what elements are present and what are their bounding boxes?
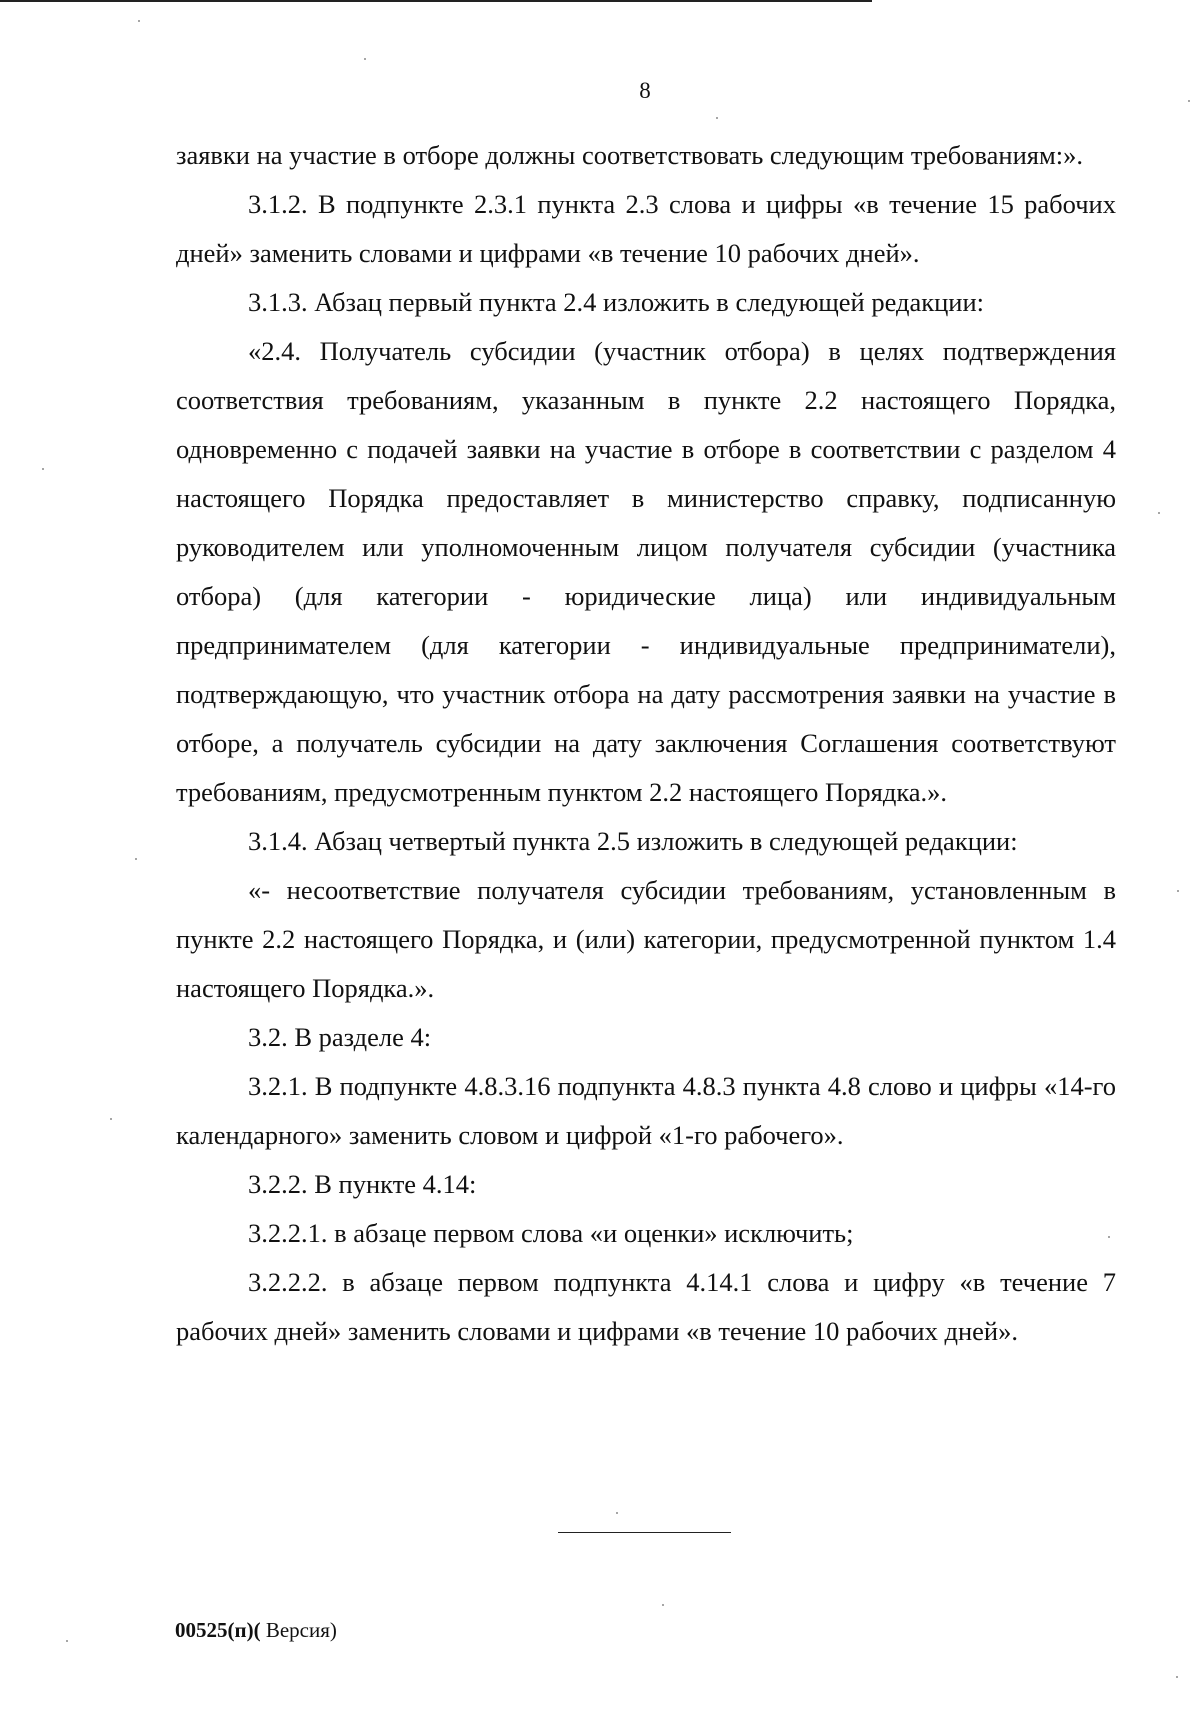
- scan-speck: [135, 858, 137, 860]
- scan-speck: [1177, 890, 1179, 892]
- paragraph: 3.1.2. В подпункте 2.3.1 пункта 2.3 слова и цифры «в течение 15 рабочих дней» заменить словами и цифрами «в течение 10 рабочих дней».: [176, 189, 1116, 268]
- paragraph: 3.1.4. Абзац четвертый пункта 2.5 изложить в следующей редакции:: [248, 826, 1018, 856]
- separator-line: [558, 1532, 731, 1533]
- scan-speck: [1108, 1236, 1110, 1238]
- paragraph: 3.2.1. В подпункте 4.8.3.16 подпункта 4.8.3 пункта 4.8 слово и цифры «14-го календарного» заменить словом и цифрой «1-го рабочего».: [176, 1071, 1116, 1150]
- document-body: [176, 131, 1116, 1356]
- scan-speck: [662, 1604, 664, 1606]
- scan-speck: [66, 1640, 68, 1642]
- scan-speck: [616, 1512, 618, 1514]
- scan-speck: [110, 1118, 112, 1120]
- paragraph: 3.1.3. Абзац первый пункта 2.4 изложить в следующей редакции:: [248, 287, 985, 317]
- paragraph: «2.4. Получатель субсидии (участник отбора) в целях подтверждения соответствия требованиям, указанным в пункте 2.2 настоящего Порядка, одновременно с подачей заявки на участие в отборе в соответствии с разделом 4 настоящего Порядка предоставляет в министерство справку, подписанную руководителем или уполномоченным лицом получателя субсидии (участника отбора) (для категории - юридические лица) или индивидуальным предпринимателем (для категории - индивидуальные предприниматели), подтверждающую, что участник отбора на дату рассмотрения заявки на участие в отборе, а получатель субсидии на дату заключения Соглашения соответствуют требованиям, предусмотренным пунктом 2.2 настоящего Порядка.».: [176, 336, 1116, 807]
- document-code: 00525(п)(: [175, 1618, 261, 1642]
- paragraph: 3.2.2.2. в абзаце первом подпункта 4.14.1 слова и цифру «в течение 7 рабочих дней» заменить словами и цифрами «в течение 10 рабочих дней».: [176, 1267, 1116, 1346]
- scan-speck: [42, 468, 44, 470]
- top-rule: [0, 0, 872, 2]
- page-number: 8: [639, 78, 651, 103]
- paragraph: 3.2. В разделе 4:: [248, 1022, 432, 1052]
- scan-speck: [1176, 1676, 1178, 1678]
- paragraph: 3.2.2. В пункте 4.14:: [248, 1169, 477, 1199]
- scan-speck: [1188, 100, 1190, 102]
- paragraph: заявки на участие в отборе должны соответствовать следующим требованиям:».: [176, 140, 1083, 170]
- paragraph: 3.2.2.1. в абзаце первом слова «и оценки» исключить;: [248, 1218, 854, 1248]
- scan-speck: [716, 117, 718, 119]
- document-version: Версия): [260, 1618, 337, 1642]
- footer-document-code: [175, 1618, 337, 1643]
- scan-speck: [364, 58, 366, 60]
- scan-speck: [1158, 512, 1160, 514]
- paragraph: «- несоответствие получателя субсидии требованиям, установленным в пункте 2.2 настоящего Порядка, и (или) категории, предусмотренной пунктом 1.4 настоящего Порядка.».: [176, 875, 1116, 1003]
- scan-speck: [138, 20, 140, 22]
